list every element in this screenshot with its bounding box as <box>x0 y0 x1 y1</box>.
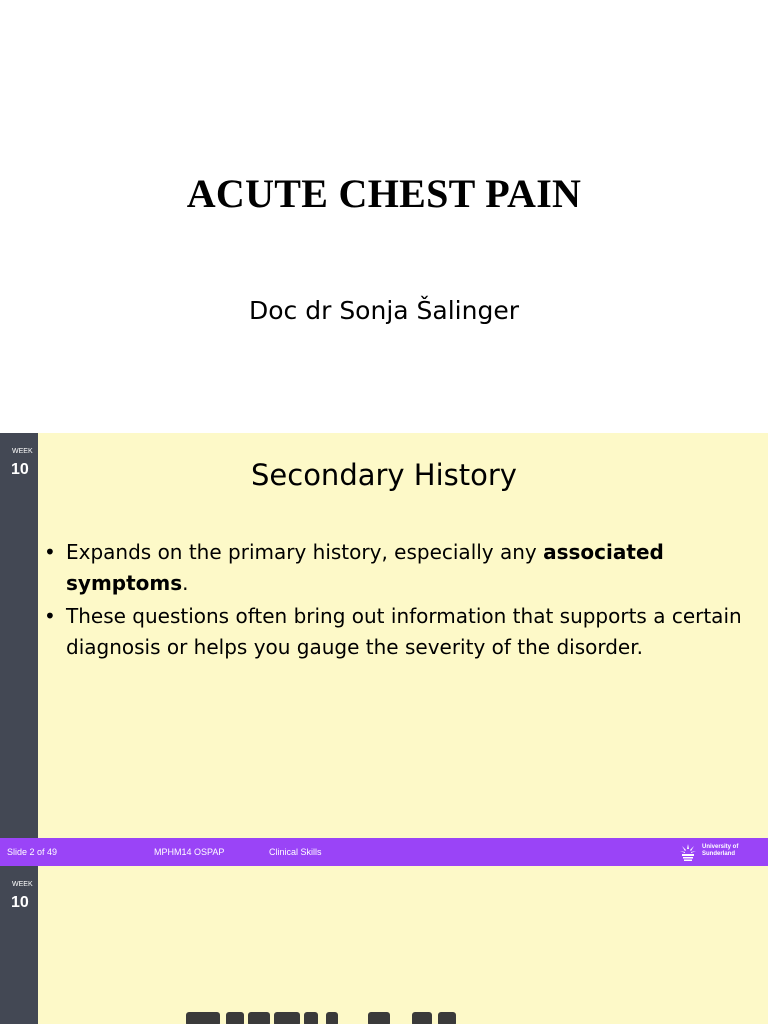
slide-counter: Slide 2 of 49 <box>7 847 58 857</box>
course-name: Clinical Skills <box>269 847 322 857</box>
week-number: 10 <box>11 894 29 911</box>
slide-heading: Secondary History <box>251 458 517 492</box>
bullet-text-end: . <box>182 571 189 595</box>
slide-next <box>0 866 768 1024</box>
module-code: MPHM14 OSPAP <box>154 847 225 857</box>
week-sidebar <box>0 433 38 838</box>
bullet-icon: • <box>44 540 56 564</box>
week-label: WEEK <box>12 448 33 455</box>
bullet-emphasis: associated symptoms <box>66 540 664 595</box>
presentation-author: Doc dr Sonja Šalinger <box>248 296 519 325</box>
bullet-text: These questions often bring out information that supports a certain diagnosis or helps you gauge the severity of the disorder. <box>66 604 742 659</box>
university-crest-icon <box>678 842 698 862</box>
bullet-item <box>44 537 744 599</box>
university-name: University of Sunderland <box>702 844 739 857</box>
bullet-list <box>44 537 744 665</box>
week-number: 10 <box>11 461 29 478</box>
title-slide <box>0 0 768 433</box>
week-label: WEEK <box>12 881 33 888</box>
bullet-text: Expands on the primary history, especially any <box>66 540 544 564</box>
slide-secondary-history <box>0 433 768 866</box>
university-logo <box>678 842 760 862</box>
bullet-item <box>44 601 744 663</box>
cut-off-heading <box>186 1012 486 1024</box>
week-sidebar <box>0 866 38 1024</box>
slide-footer <box>0 838 768 866</box>
presentation-title: ACUTE CHEST PAIN <box>186 171 582 216</box>
bullet-icon: • <box>44 604 56 628</box>
